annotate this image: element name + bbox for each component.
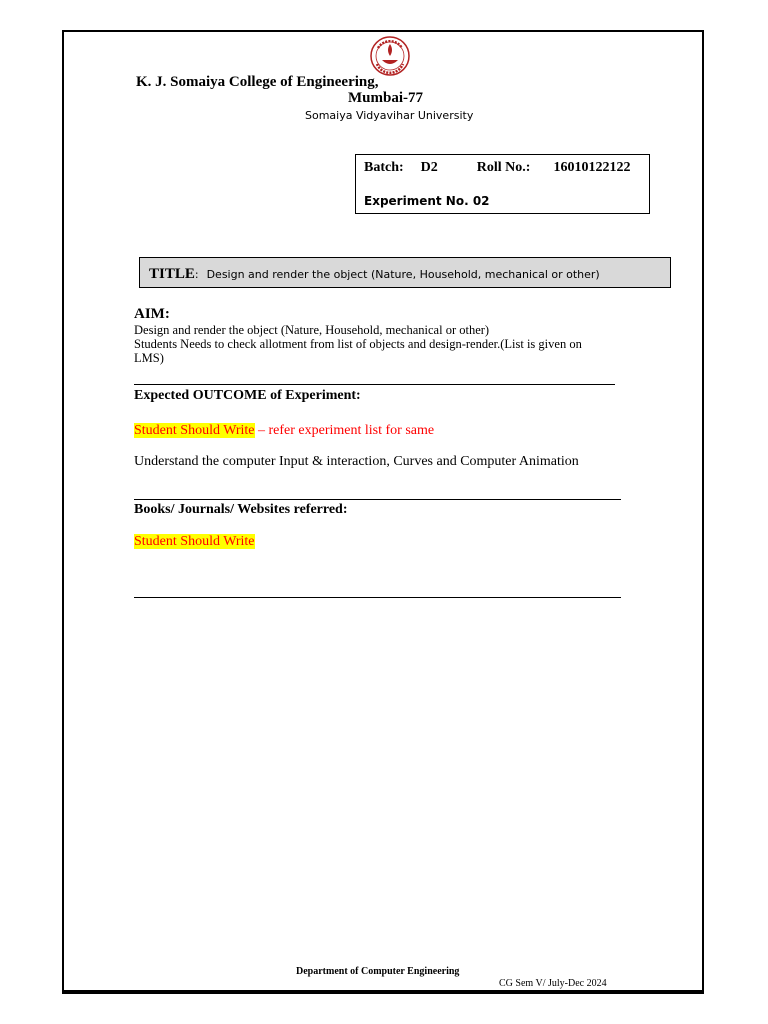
roll-value: 16010122122 xyxy=(553,160,631,175)
somaiya-emblem-icon xyxy=(368,34,412,78)
footer-department: Department of Computer Engineering xyxy=(296,966,460,977)
books-heading: Books/ Journals/ Websites referred: xyxy=(134,502,348,517)
outcome-body: Understand the computer Input & interaction, Curves and Computer Animation xyxy=(134,454,579,469)
title-label: TITLE xyxy=(149,266,195,282)
bottom-rule xyxy=(62,992,704,994)
outcome-instruction xyxy=(134,423,434,439)
books-highlight: Student Should Write xyxy=(134,534,255,549)
aim-heading: AIM: xyxy=(134,306,170,322)
outcome-note: – refer experiment list for same xyxy=(254,423,435,438)
aim-line-1: Design and render the object (Nature, Household, mechanical or other) xyxy=(134,323,490,337)
batch-roll-line xyxy=(364,160,630,176)
aim-line-2: Students Needs to check allotment from list of objects and design-render.(List is given on LMS) xyxy=(134,337,582,365)
batch-value: D2 xyxy=(420,160,438,175)
batch-label: Batch: xyxy=(364,160,404,175)
section-divider xyxy=(134,597,621,598)
college-city: Mumbai-77 xyxy=(348,90,423,106)
footer-semester: CG Sem V/ July-Dec 2024 xyxy=(499,978,607,989)
section-divider xyxy=(134,499,621,500)
experiment-number: Experiment No. 02 xyxy=(364,194,490,208)
batch-info-box xyxy=(355,154,650,214)
title-box xyxy=(139,257,671,288)
books-instruction xyxy=(134,534,255,550)
university-name: Somaiya Vidyavihar University xyxy=(305,109,474,122)
title-separator: : xyxy=(194,268,199,281)
college-name: K. J. Somaiya College of Engineering, xyxy=(136,74,379,90)
aim-body xyxy=(134,323,614,365)
roll-label: Roll No.: xyxy=(476,160,531,175)
outcome-heading: Expected OUTCOME of Experiment: xyxy=(134,388,361,403)
outcome-highlight: Student Should Write xyxy=(134,423,255,438)
section-divider xyxy=(134,384,615,385)
title-text: Design and render the object (Nature, Household, mechanical or other) xyxy=(206,268,600,281)
